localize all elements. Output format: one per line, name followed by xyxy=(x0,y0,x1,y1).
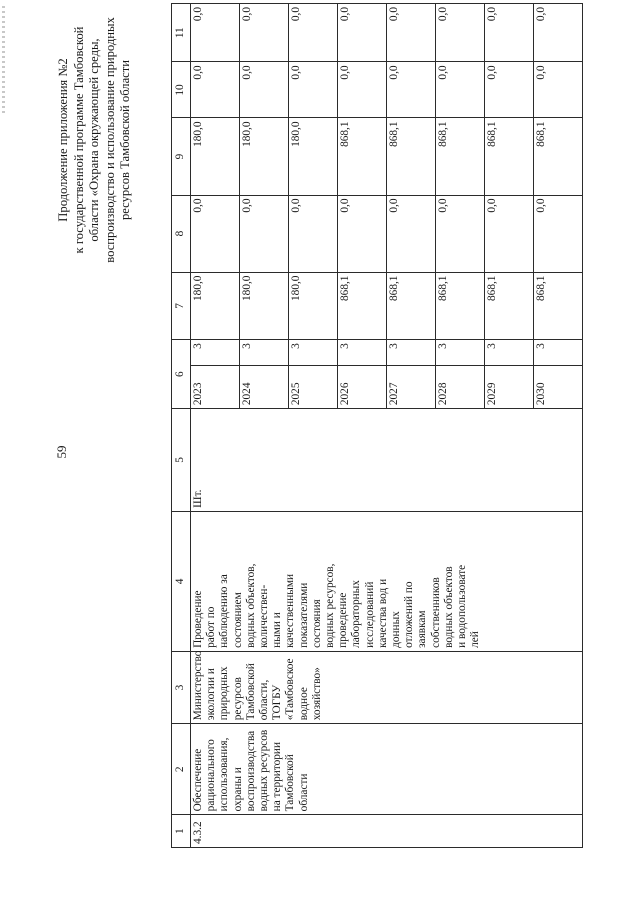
col7-cell: 868,1 xyxy=(484,272,533,340)
scan-artifact xyxy=(2,5,5,113)
header-line: ресурсов Тамбовской области xyxy=(118,59,132,221)
col9-cell: 868,1 xyxy=(337,118,386,195)
table-row xyxy=(191,4,240,848)
column-header: 11 xyxy=(172,4,191,62)
col10-cell: 0,0 xyxy=(288,62,337,118)
col11-cell: 0,0 xyxy=(435,4,484,62)
indicator-line: исследований xyxy=(363,581,376,648)
col8-cell: 0,0 xyxy=(484,195,533,272)
item-number-cell: 4.3.2 xyxy=(191,815,583,848)
col7-cell: 868,1 xyxy=(386,272,435,340)
col8-cell: 0,0 xyxy=(191,195,240,272)
col7-cell: 180,0 xyxy=(288,272,337,340)
column-header: 5 xyxy=(172,409,191,512)
value-cell: 3 xyxy=(386,340,435,366)
item-name-line: водных ресурсов xyxy=(258,729,271,812)
indicator-line: наблюдению за xyxy=(218,574,231,648)
year-cell: 2024 xyxy=(239,365,288,408)
indicator-line: водных объектов, xyxy=(244,563,257,648)
col8-cell: 0,0 xyxy=(337,195,386,272)
col10-cell: 0,0 xyxy=(435,62,484,118)
col11-cell: 0,0 xyxy=(386,4,435,62)
value-cell: 3 xyxy=(435,340,484,366)
indicator-line: показателями xyxy=(297,582,310,648)
year-cell: 2030 xyxy=(533,365,582,408)
indicator-cell xyxy=(191,511,583,651)
program-table xyxy=(171,3,583,848)
table-body xyxy=(191,4,583,848)
value-cell: 3 xyxy=(288,340,337,366)
indicator-line: состояния xyxy=(310,599,323,648)
executor-line: Тамбовской xyxy=(244,663,257,721)
col8-cell: 0,0 xyxy=(239,195,288,272)
column-header: 9 xyxy=(172,118,191,195)
col11-cell: 0,0 xyxy=(239,4,288,62)
indicator-line: работ по xyxy=(205,606,218,648)
page-number: 59 xyxy=(54,445,69,459)
col11-cell: 0,0 xyxy=(484,4,533,62)
indicator-line: отложений по xyxy=(403,581,416,648)
indicator-line: водных объектов xyxy=(442,566,455,648)
col7-cell: 180,0 xyxy=(239,272,288,340)
column-number-row xyxy=(172,4,191,848)
col9-cell: 180,0 xyxy=(239,118,288,195)
header-line: воспроизводство и использование природных xyxy=(102,17,117,263)
col7-cell: 868,1 xyxy=(435,272,484,340)
item-name-line: Обеспечение xyxy=(192,748,204,812)
indicator-line: количествен- xyxy=(258,584,271,648)
col9-cell: 868,1 xyxy=(386,118,435,195)
column-header: 2 xyxy=(172,724,191,815)
item-name-line: использования, xyxy=(218,737,231,812)
value-cell: 3 xyxy=(337,340,386,366)
indicator-line: лей xyxy=(469,631,482,648)
indicator-line: водных ресурсов, xyxy=(324,563,337,648)
value-cell: 3 xyxy=(191,340,240,366)
year-cell: 2028 xyxy=(435,365,484,408)
indicator-line: заявкам xyxy=(416,610,429,648)
year-cell: 2023 xyxy=(191,365,240,408)
column-header: 6 xyxy=(172,340,191,409)
executor-line: экологии и xyxy=(205,668,218,721)
header-line: к государственной программе Тамбовской xyxy=(71,26,86,254)
value-cell: 3 xyxy=(239,340,288,366)
indicator-line: донных xyxy=(390,611,403,648)
unit-cell: Шт. xyxy=(191,409,583,512)
column-header: 8 xyxy=(172,195,191,272)
col11-cell: 0,0 xyxy=(337,4,386,62)
col10-cell: 0,0 xyxy=(191,62,240,118)
item-name-line: воспроизводства xyxy=(244,730,257,812)
col8-cell: 0,0 xyxy=(288,195,337,272)
value-cell: 3 xyxy=(533,340,582,366)
col9-cell: 868,1 xyxy=(484,118,533,195)
indicator-line: качественными xyxy=(284,573,297,648)
col7-cell: 180,0 xyxy=(191,272,240,340)
indicator-line: проведение xyxy=(337,592,350,648)
col9-cell: 180,0 xyxy=(191,118,240,195)
year-cell: 2027 xyxy=(386,365,435,408)
col8-cell: 0,0 xyxy=(533,195,582,272)
col11-cell: 0,0 xyxy=(288,4,337,62)
appendix-header-note xyxy=(56,0,134,285)
executor-line: ТОГБУ xyxy=(271,684,284,721)
item-name-line: области xyxy=(297,773,310,812)
indicator-line: состоянием xyxy=(231,592,244,648)
col11-cell: 0,0 xyxy=(191,4,240,62)
header-line: Продолжение приложения №2 xyxy=(56,58,70,222)
item-name-line: Тамбовской xyxy=(284,754,297,812)
col9-cell: 868,1 xyxy=(435,118,484,195)
column-header: 1 xyxy=(172,815,191,848)
col9-cell: 180,0 xyxy=(288,118,337,195)
col8-cell: 0,0 xyxy=(386,195,435,272)
executor-line: водное xyxy=(297,687,310,721)
item-name-line: на территории xyxy=(271,741,284,812)
column-header: 3 xyxy=(172,651,191,723)
col10-cell: 0,0 xyxy=(337,62,386,118)
column-header: 7 xyxy=(172,272,191,340)
year-cell: 2025 xyxy=(288,365,337,408)
indicator-line: лабораторных xyxy=(350,580,363,648)
indicator-line: и водопользовате xyxy=(456,564,469,648)
year-cell: 2026 xyxy=(337,365,386,408)
col9-cell: 868,1 xyxy=(533,118,582,195)
col8-cell: 0,0 xyxy=(435,195,484,272)
col10-cell: 0,0 xyxy=(484,62,533,118)
executor-line: природных xyxy=(218,666,231,721)
item-name-cell xyxy=(191,724,583,815)
executor-line: Министерство xyxy=(192,650,204,721)
column-header: 4 xyxy=(172,511,191,651)
executor-line: хозяйство» xyxy=(310,667,323,721)
year-cell: 2029 xyxy=(484,365,533,408)
column-header: 10 xyxy=(172,62,191,118)
item-name-line: охраны и xyxy=(231,767,244,812)
item-name-line: рационального xyxy=(205,739,218,812)
col10-cell: 0,0 xyxy=(386,62,435,118)
executor-line: области, xyxy=(258,679,271,721)
value-cell: 3 xyxy=(484,340,533,366)
header-line: области «Охрана окружающей среды, xyxy=(87,38,101,242)
executor-line: «Тамбовское xyxy=(284,658,297,721)
col7-cell: 868,1 xyxy=(337,272,386,340)
col10-cell: 0,0 xyxy=(239,62,288,118)
indicator-line: качества вод и xyxy=(376,578,389,648)
executor-cell xyxy=(191,651,583,723)
executor-line: ресурсов xyxy=(231,677,244,721)
col11-cell: 0,0 xyxy=(533,4,582,62)
col7-cell: 868,1 xyxy=(533,272,582,340)
indicator-line: собственников xyxy=(429,577,442,648)
indicator-line: Проведение xyxy=(192,590,204,648)
col10-cell: 0,0 xyxy=(533,62,582,118)
indicator-line: ными и xyxy=(271,612,284,648)
